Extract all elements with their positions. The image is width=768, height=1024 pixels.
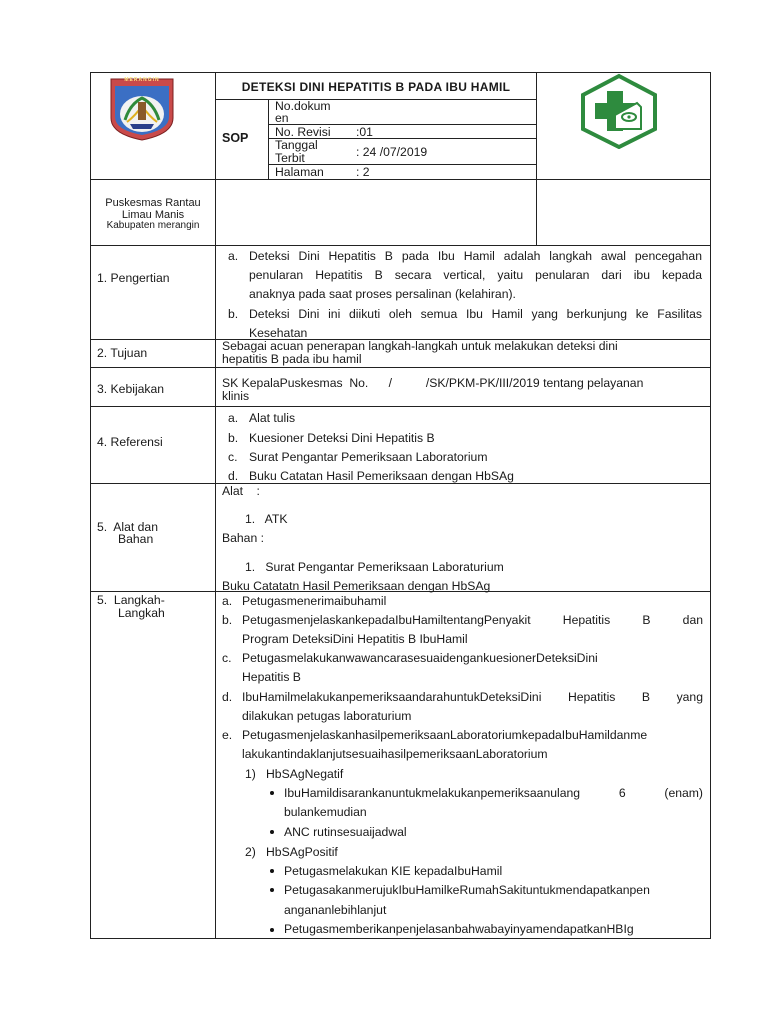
meta-label-no-dokumen-cont: en xyxy=(275,111,289,125)
bullet xyxy=(270,888,274,892)
divider xyxy=(536,72,537,245)
bullet xyxy=(270,928,274,932)
pengertian-a-marker: a. xyxy=(228,249,239,263)
referensi-marker: b. xyxy=(228,431,239,445)
section-label-tujuan: 2. Tujuan xyxy=(97,346,148,360)
step-e-line1: PetugasmenjelaskanhasilpemeriksaanLaboratoriumkepadaIbuHamildanme xyxy=(242,728,648,742)
merangin-emblem xyxy=(105,76,179,142)
step-marker-e: e. xyxy=(222,728,233,742)
step-c-line1: PetugasmelakukanwawancarasesuaidengankuesionerDeteksiDini xyxy=(242,651,598,665)
section-label-alat-bahan-cont: Bahan xyxy=(118,532,154,546)
meta-label-tanggal: Tanggal xyxy=(275,138,318,152)
document-title: DETEKSI DINI HEPATITIS B PADA IBU HAMIL xyxy=(241,80,511,94)
kebijakan-line2: klinis xyxy=(222,389,250,403)
referensi-item: Surat Pengantar Pemeriksaan Laboratorium xyxy=(249,450,488,464)
pengertian-b-marker: b. xyxy=(228,307,239,321)
referensi-marker: d. xyxy=(228,469,239,483)
meta-value-tanggal: : 24 /07/2019 xyxy=(356,145,428,159)
step-marker-a: a. xyxy=(222,594,233,608)
table-border-bottom xyxy=(90,938,711,939)
tujuan-line2: hepatitis B pada ibu hamil xyxy=(222,352,362,366)
bullet xyxy=(270,869,274,873)
pengertian-b-line1: Deteksi Dini ini diikuti oleh semua Ibu Hamil yang berkunjung ke Fasilitas xyxy=(249,307,702,321)
step-marker-c: c. xyxy=(222,651,232,665)
step-d-line1: IbuHamilmelakukanpemeriksaandarahuntukDeteksiDini Hepatitis B yang xyxy=(242,690,703,704)
positif-bullet2-line1: PetugasakanmerujukIbuHamilkeRumahSakituntukmendapatkanpen xyxy=(284,883,650,897)
org-name-l2: Limau Manis xyxy=(121,209,185,221)
divider xyxy=(268,99,269,179)
divider xyxy=(216,99,536,100)
divider xyxy=(90,483,711,484)
divider xyxy=(90,406,711,407)
pengertian-a-line2: penularan Hepatitis B secara vertical, yaitu penularan dari ibu kepada xyxy=(249,268,702,282)
step-b-line1: PetugasmenjelaskankepadaIbuHamiltentangPenyakit Hepatitis B dan xyxy=(242,613,703,627)
divider xyxy=(90,179,711,180)
pengertian-a-line3: anaknya pada saat proses persalinan (kelahiran). xyxy=(249,287,516,301)
meta-label-no-revisi: No. Revisi xyxy=(275,125,331,139)
org-name-l3: Kabupaten merangin xyxy=(106,220,200,231)
sop-label: SOP xyxy=(222,131,249,145)
section-label-pengertian: 1. Pengertian xyxy=(97,271,170,285)
meta-label-no-dokumen: No.dokum xyxy=(275,99,331,113)
step-e-line2: lakukantindaklanjutsesuaihasilpemeriksaanLaboratorium xyxy=(242,747,548,761)
step-marker-d: d. xyxy=(222,690,233,704)
referensi-marker: c. xyxy=(228,450,238,464)
bahan-item-surat: 1. Surat Pengantar Pemeriksaan Laboraturium xyxy=(245,560,504,574)
positif-bullet1: Petugasmelakukan KIE kepadaIbuHamil xyxy=(284,864,503,878)
divider xyxy=(90,367,711,368)
puskesmas-logo xyxy=(579,73,659,149)
table-border-right xyxy=(710,72,711,939)
step-d-line2: dilakukan petugas laboraturium xyxy=(242,709,412,723)
negatif-bullet1-line2: bulankemudian xyxy=(284,805,367,819)
section-label-langkah: 5. Langkah- xyxy=(97,593,165,607)
alat-item-atk: 1. ATK xyxy=(245,512,288,526)
step-a: Petugasmenerimaibuhamil xyxy=(242,594,387,608)
negatif-bullet1-line1: IbuHamildisarankanuntukmelakukanpemeriksaanulang 6 (enam) xyxy=(284,786,703,800)
positif-bullet3: PetugasmemberikanpenjelasanbahwabayinyamendapatkanHBIg xyxy=(284,922,634,936)
bullet xyxy=(270,791,274,795)
bahan-heading: Bahan : xyxy=(222,531,265,545)
step-b-line2: Program DeteksiDini Hepatitis B IbuHamil xyxy=(242,632,468,646)
referensi-marker: a. xyxy=(228,411,239,425)
alat-heading: Alat : xyxy=(222,484,260,498)
step-marker-b: b. xyxy=(222,613,233,627)
positif-bullet2-line2: angananlebihlanjut xyxy=(284,903,387,917)
step-c-line2: Hepatitis B xyxy=(242,670,301,684)
tujuan-line1: Sebagai acuan penerapan langkah-langkah untuk melakukan deteksi dini xyxy=(222,339,618,353)
divider xyxy=(90,245,711,246)
kebijakan-line1: SK KepalaPuskesmas No. / /SK/PKM-PK/III/2019 tentang pelayanan xyxy=(222,376,644,390)
meta-label-halaman: Halaman xyxy=(275,165,324,179)
bahan-item-buku: Buku Catatatn Hasil Pemeriksaan dengan HbSAg xyxy=(222,579,491,593)
referensi-item: Alat tulis xyxy=(249,411,296,425)
referensi-item: Kuesioner Deteksi Dini Hepatitis B xyxy=(249,431,435,445)
meta-value-halaman: : 2 xyxy=(356,165,370,179)
bullet xyxy=(270,830,274,834)
negatif-bullet2: ANC rutinsesuaijadwal xyxy=(284,825,407,839)
hbsag-negatif-heading: 1) HbSAgNegatif xyxy=(245,767,344,781)
divider xyxy=(215,72,216,939)
section-label-referensi: 4. Referensi xyxy=(97,435,163,449)
section-label-kebijakan: 3. Kebijakan xyxy=(97,382,165,396)
emblem-caption: MERANGIN xyxy=(124,77,160,83)
pengertian-a-line1: Deteksi Dini Hepatitis B pada Ibu Hamil adalah langkah awal pencegahan xyxy=(249,249,702,263)
meta-value-no-revisi: :01 xyxy=(356,125,373,139)
referensi-item: Buku Catatan Hasil Pemeriksaan dengan HbSAg xyxy=(249,469,514,483)
section-label-langkah-cont: Langkah xyxy=(118,606,165,620)
hbsag-positif-heading: 2) HbSAgPositif xyxy=(245,845,338,859)
meta-label-terbit: Terbit xyxy=(275,151,305,165)
org-name-l1: Puskesmas Rantau xyxy=(105,197,201,209)
section-label-alat-bahan: 5. Alat dan xyxy=(97,520,158,534)
pengertian-b-line2: Kesehatan xyxy=(249,326,308,340)
